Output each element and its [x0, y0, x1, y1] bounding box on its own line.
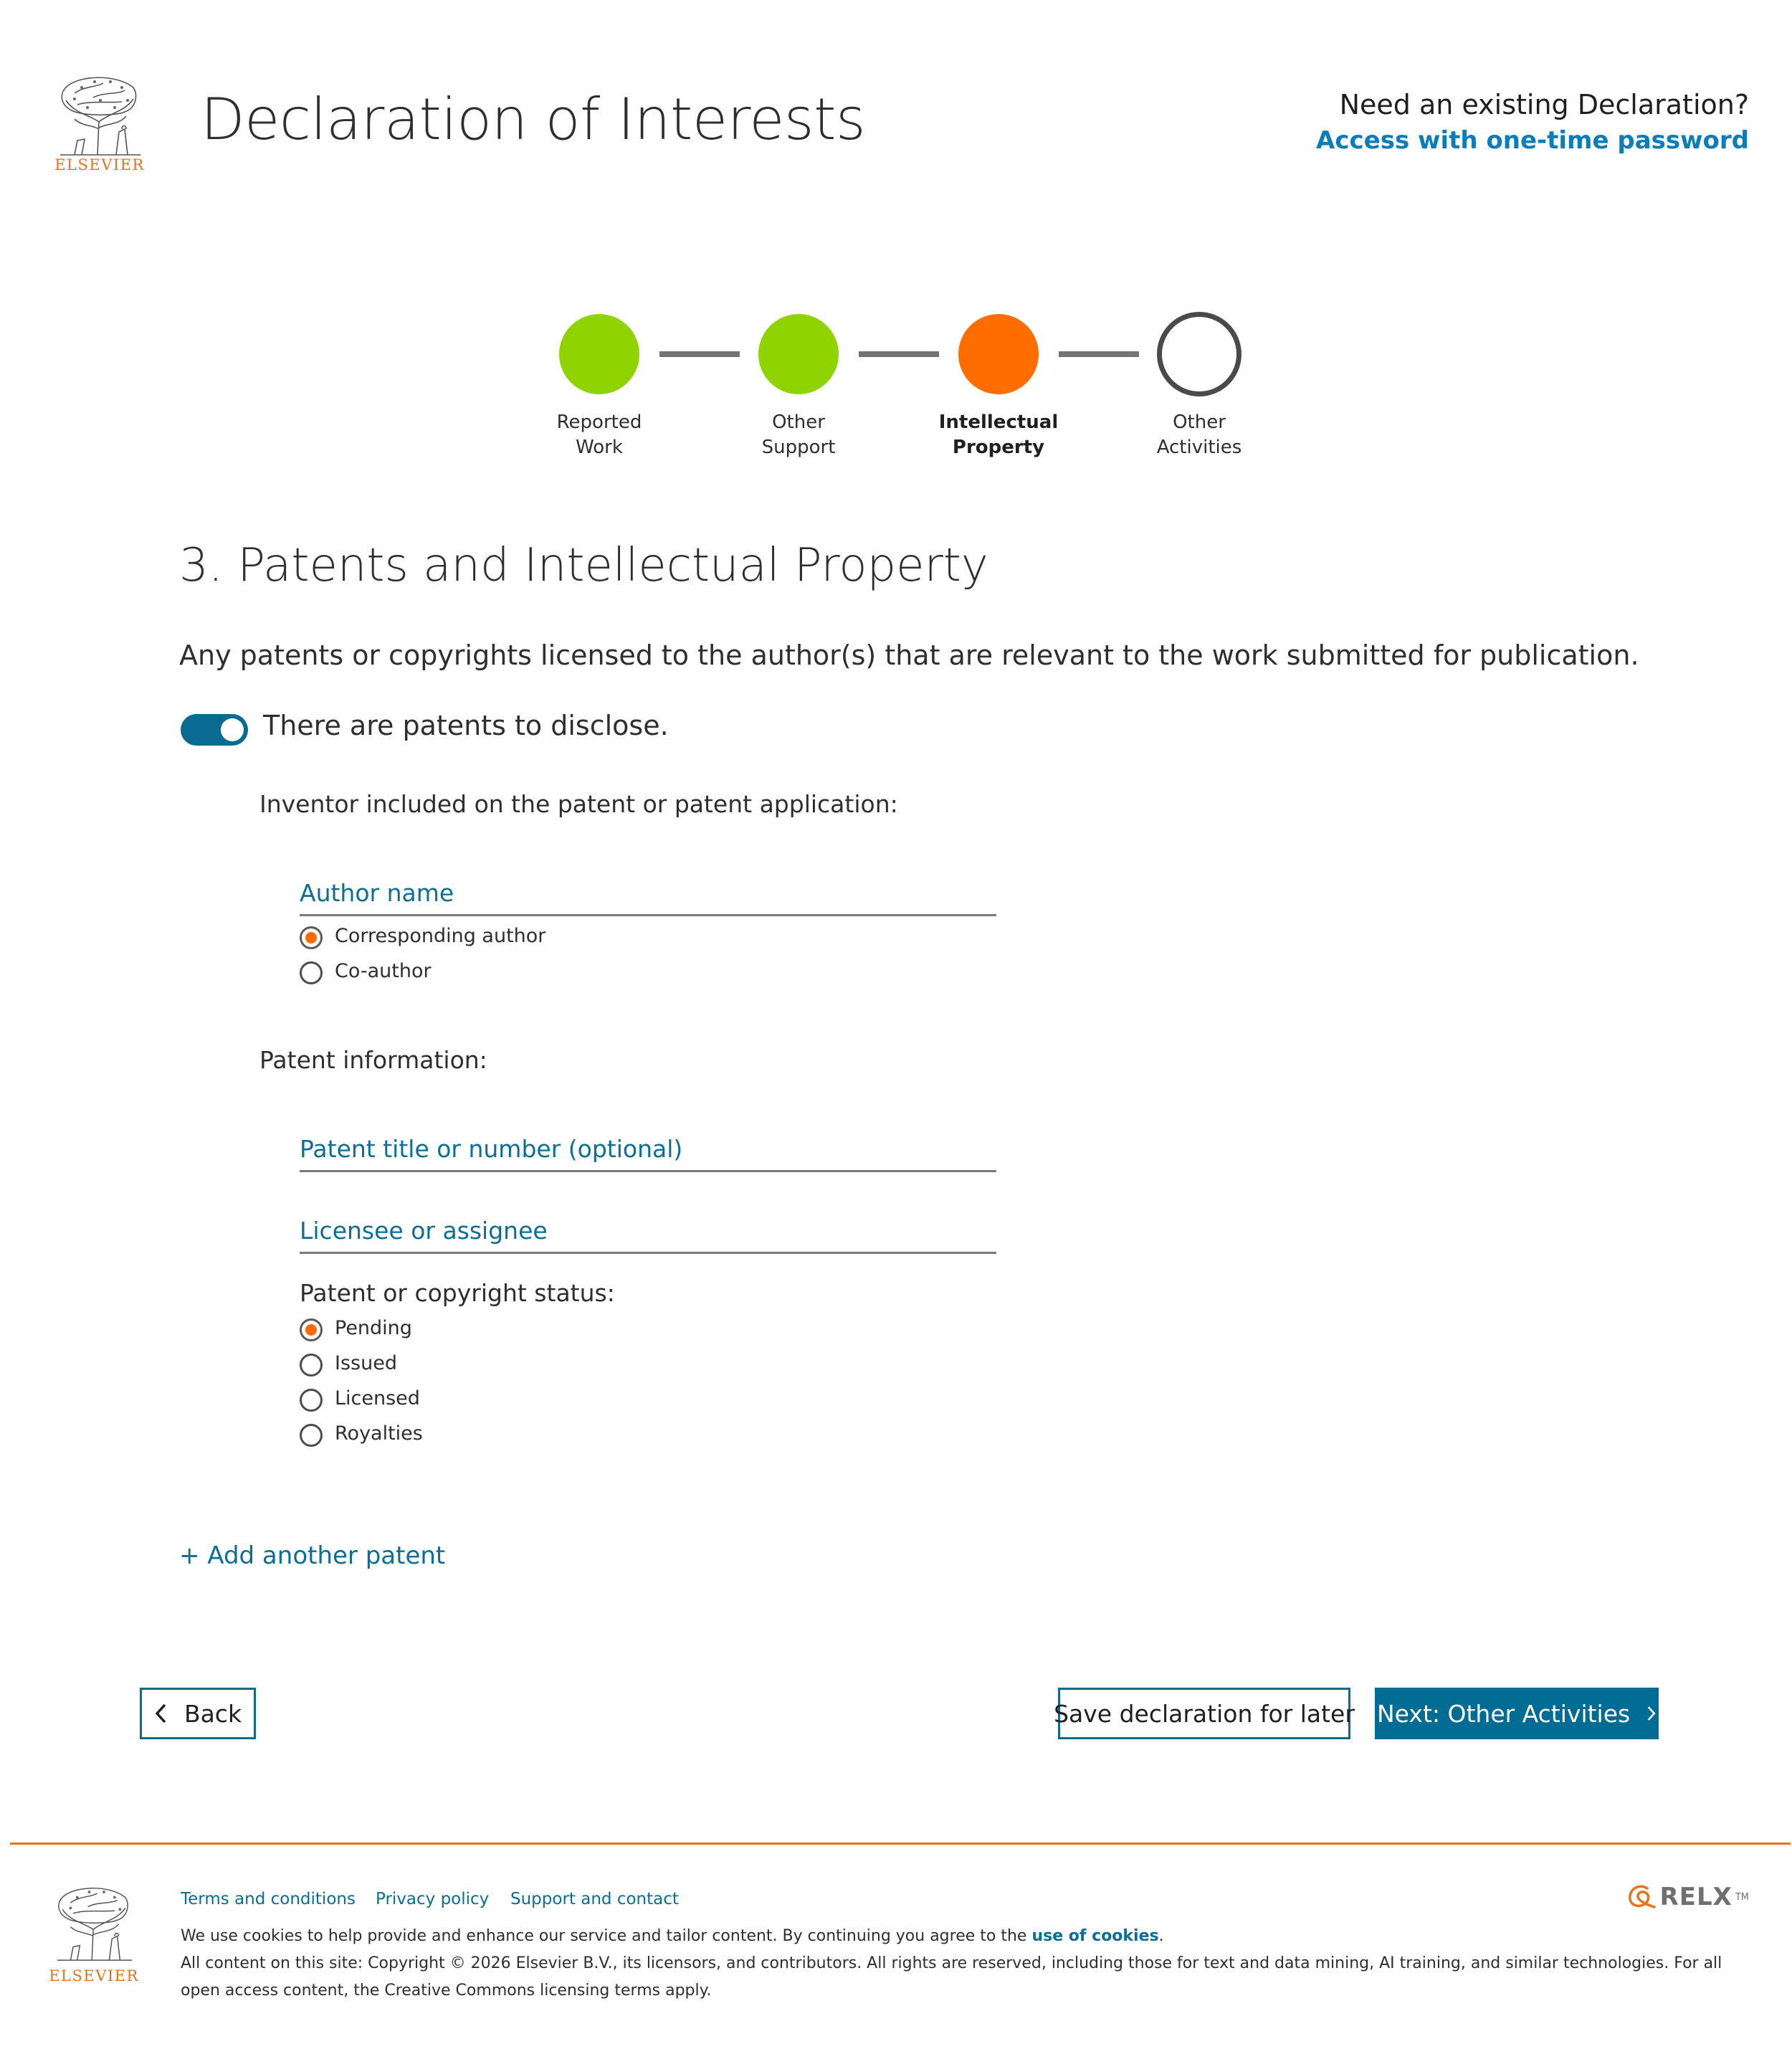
status-licensed-radio[interactable]: [300, 1389, 323, 1412]
section-description: Any patents or copyrights licensed to the author(s) that are relevant to the work submitted for publication.: [179, 640, 1639, 671]
chevron-left-icon: [154, 1703, 168, 1724]
step-connector: [859, 351, 939, 357]
footer-elsevier-logo-text: ELSEVIER: [49, 1967, 139, 1984]
author-name-input[interactable]: Author name: [300, 879, 454, 907]
footer-divider: [10, 1843, 1791, 1845]
step-label-line: Activities: [1156, 437, 1242, 458]
page-title: Declaration of Interests: [201, 86, 866, 153]
patent-title-underline: [300, 1170, 996, 1172]
back-button-label: Back: [184, 1699, 242, 1728]
step-connector: [1059, 351, 1139, 357]
step-label-line: Reported: [556, 412, 642, 433]
cookie-text: We use cookies to help provide and enhance our service and tailor content. By continuing you agree to the: [181, 1927, 1027, 1945]
toggle-knob: [221, 718, 244, 741]
step-label-line: Other: [772, 412, 825, 433]
licensee-input[interactable]: Licensee or assignee: [300, 1217, 548, 1245]
status-royalties-radio[interactable]: [300, 1424, 323, 1447]
step-connector: [659, 351, 740, 357]
step-label-intellectual-property: [927, 410, 1070, 460]
corresponding-author-radio[interactable]: [300, 926, 323, 949]
section-title: 3. Patents and Intellectual Property: [179, 539, 988, 592]
patent-info-label: Patent information:: [259, 1046, 487, 1074]
licensee-underline: [300, 1252, 996, 1254]
terms-link[interactable]: Terms and conditions: [181, 1890, 356, 1908]
status-issued-radio[interactable]: [300, 1354, 323, 1377]
use-of-cookies-link[interactable]: use of cookies: [1031, 1927, 1159, 1945]
step-circle-other-activities: [1157, 312, 1241, 396]
author-name-underline: [300, 914, 996, 916]
step-label-line: Other: [1173, 412, 1226, 433]
corresponding-author-label[interactable]: Corresponding author: [335, 925, 546, 947]
step-label-reported-work: [528, 410, 671, 460]
status-issued-label[interactable]: Issued: [335, 1352, 397, 1374]
next-button[interactable]: [1375, 1688, 1659, 1739]
inventor-group-label: Inventor included on the patent or patent application:: [259, 790, 898, 818]
save-button-label: Save declaration for later: [1054, 1699, 1355, 1728]
cookie-notice: [181, 1923, 1164, 1950]
patents-disclose-label: There are patents to disclose.: [263, 710, 669, 741]
status-royalties-label[interactable]: Royalties: [335, 1422, 423, 1445]
cookie-text-end: .: [1158, 1927, 1164, 1945]
relx-mark-icon: [1626, 1883, 1657, 1911]
patent-status-label: Patent or copyright status:: [300, 1279, 615, 1307]
elsevier-tree-logo-icon: [53, 72, 146, 156]
chevron-right-icon: [1646, 1703, 1657, 1724]
step-label-line: Property: [952, 437, 1045, 458]
step-circle-reported-work: [559, 314, 639, 394]
back-button[interactable]: [140, 1688, 256, 1739]
co-author-label[interactable]: Co-author: [335, 960, 432, 982]
status-pending-radio[interactable]: [300, 1318, 323, 1341]
relx-trademark: TM: [1735, 1891, 1749, 1903]
step-label-other-support: [727, 410, 870, 460]
step-label-other-activities: [1128, 410, 1271, 460]
status-pending-label[interactable]: Pending: [335, 1317, 412, 1339]
elsevier-logo-text: ELSEVIER: [54, 156, 145, 173]
relx-logo[interactable]: [1626, 1883, 1749, 1911]
status-licensed-label[interactable]: Licensed: [335, 1387, 420, 1409]
patents-disclose-toggle[interactable]: [181, 714, 248, 746]
save-for-later-button[interactable]: [1054, 1688, 1355, 1739]
add-another-patent-link[interactable]: + Add another patent: [179, 1541, 446, 1570]
privacy-link[interactable]: Privacy policy: [376, 1890, 490, 1908]
relx-text: RELX: [1659, 1883, 1733, 1911]
step-circle-intellectual-property: [958, 314, 1039, 394]
next-button-label: Next: Other Activities: [1377, 1699, 1631, 1728]
one-time-password-link[interactable]: Access with one-time password: [1316, 126, 1749, 155]
support-link[interactable]: Support and contact: [510, 1890, 679, 1908]
copyright-line-2: open access content, the Creative Commons licensing terms apply.: [181, 1982, 712, 2000]
copyright-line-1: All content on this site: Copyright © 2026 Elsevier B.V., its licensors, and contributors. All rights are reserved, including those for text and data mining, AI training, and similar technologies. For all: [181, 1954, 1722, 1972]
co-author-radio[interactable]: [300, 961, 323, 984]
step-circle-other-support: [758, 314, 839, 394]
step-label-line: Intellectual: [938, 412, 1059, 433]
step-label-line: Support: [761, 437, 836, 458]
step-label-line: Work: [576, 437, 623, 458]
footer-elsevier-tree-logo-icon: [47, 1883, 140, 1962]
existing-declaration-prompt: Need an existing Declaration?: [1339, 89, 1749, 120]
patent-title-input[interactable]: Patent title or number (optional): [300, 1135, 683, 1163]
